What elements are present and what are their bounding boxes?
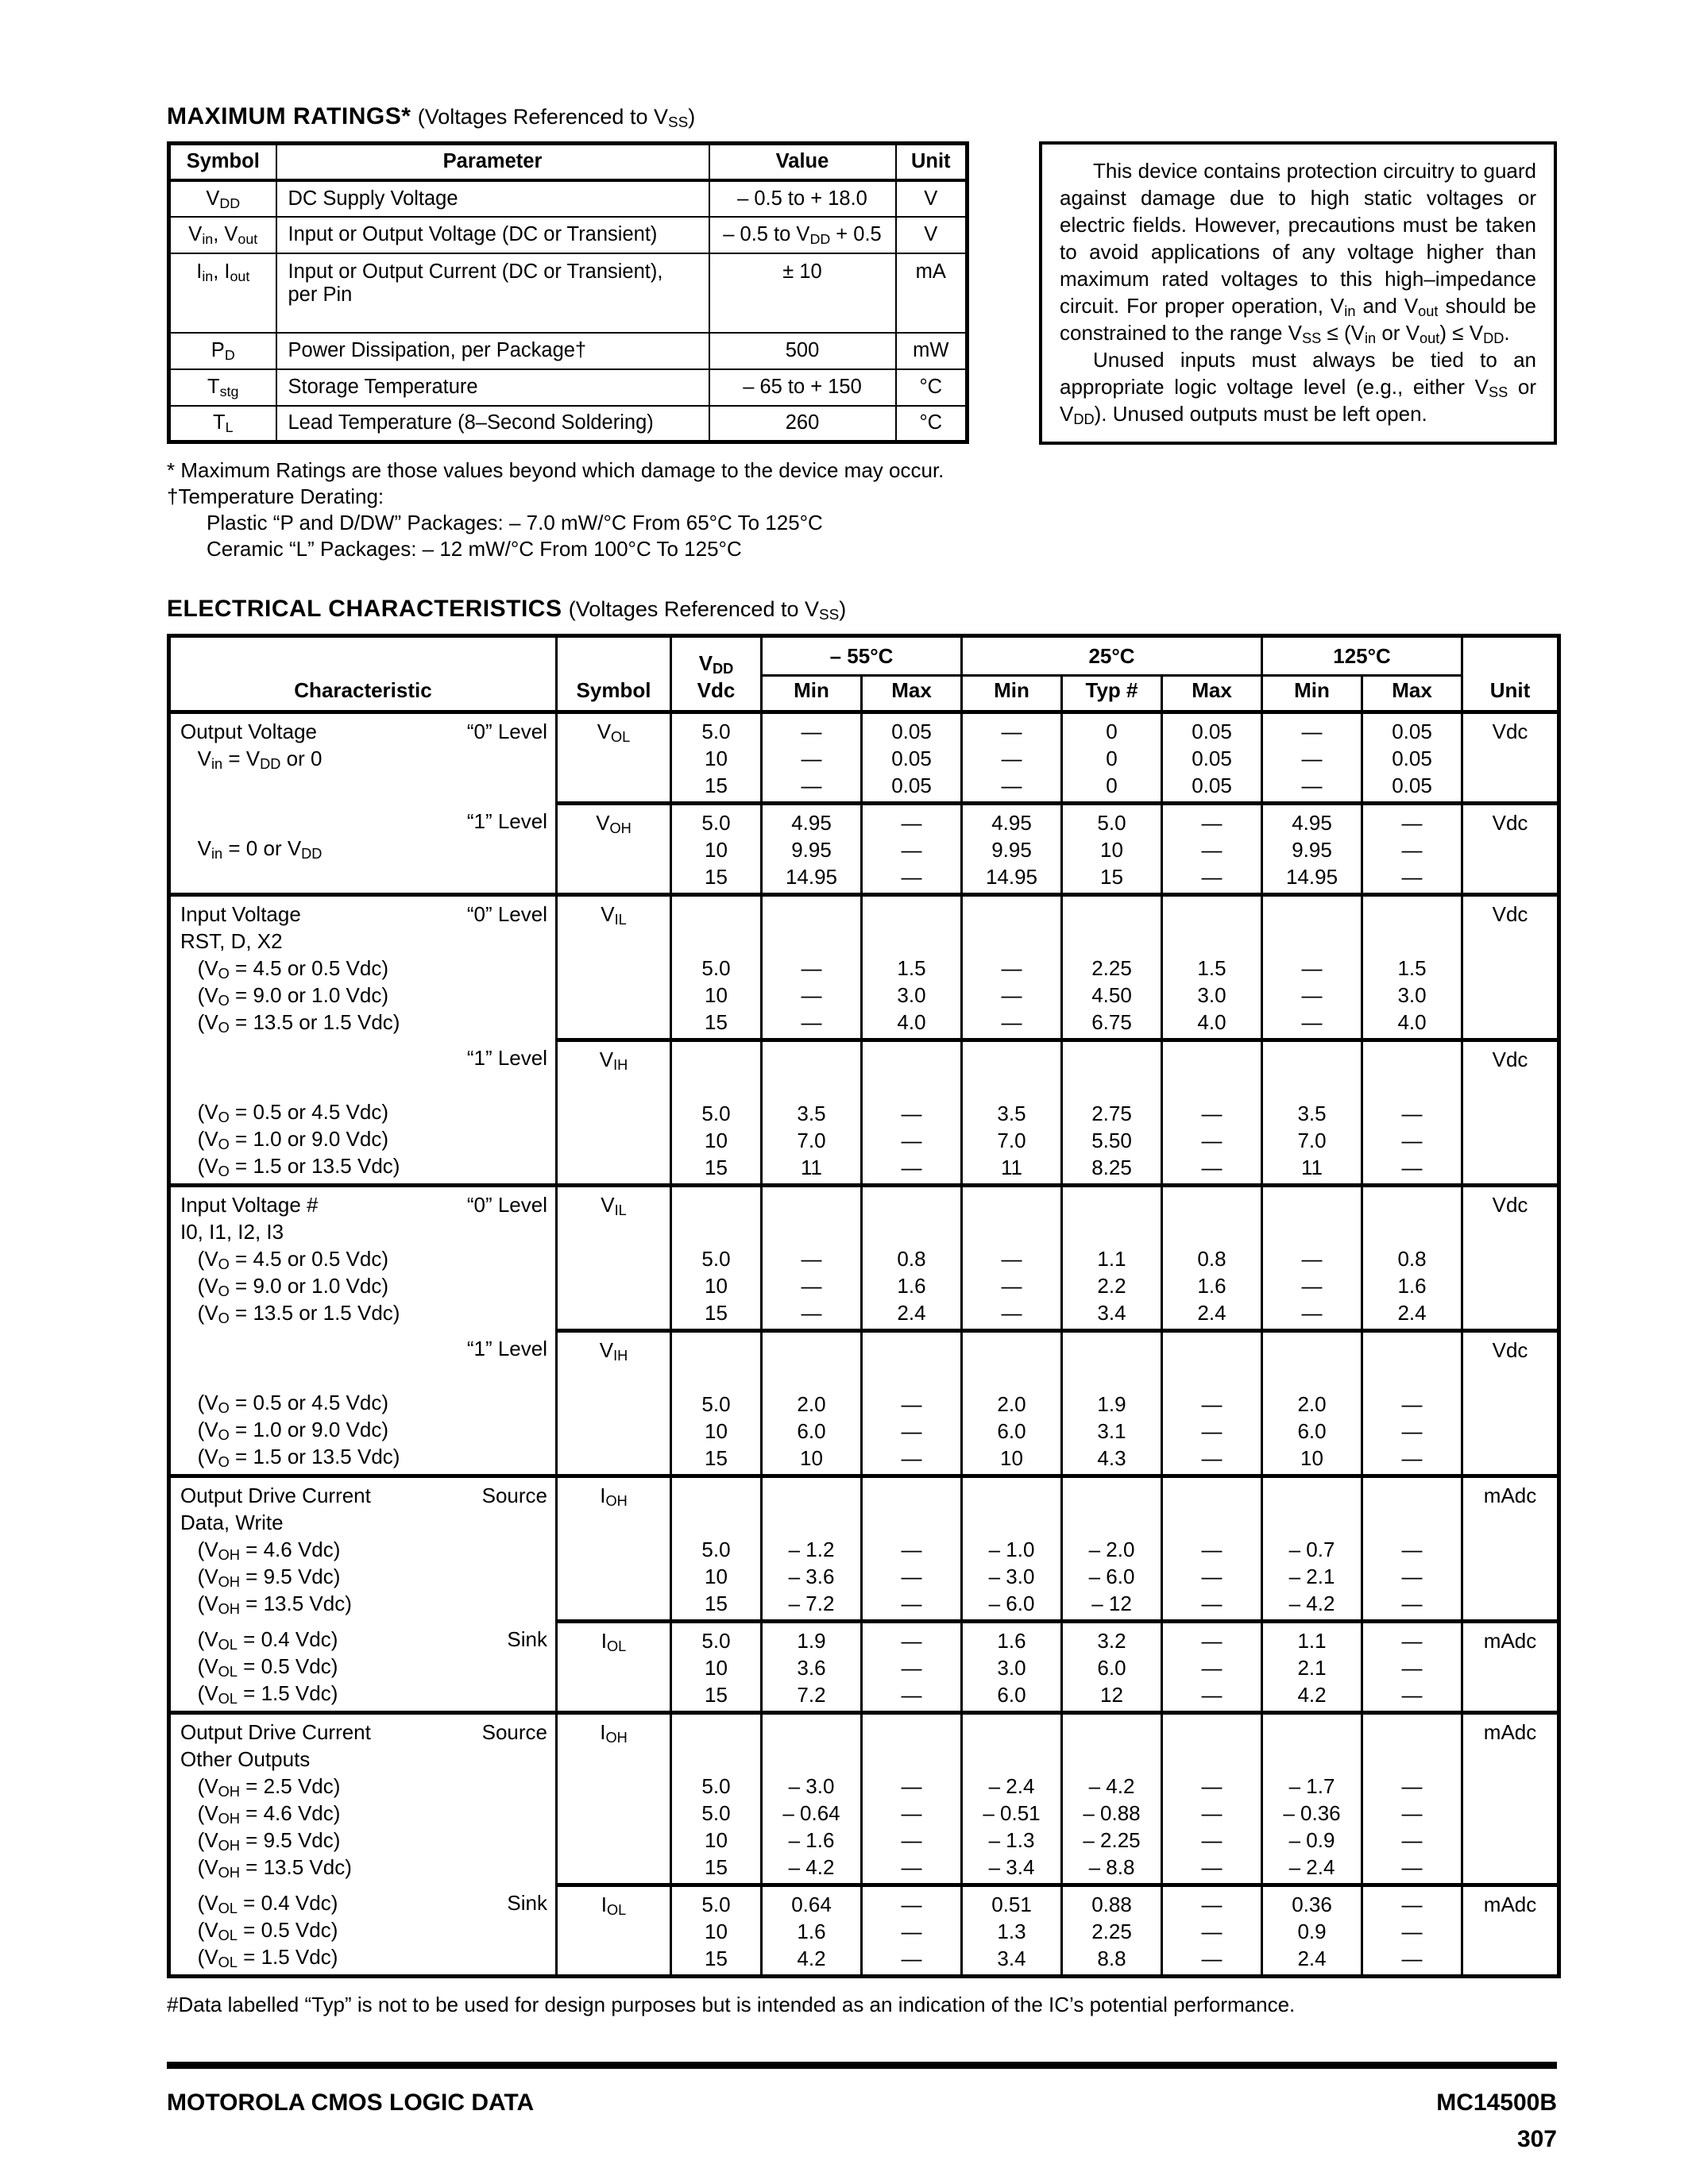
characteristic-left: Output Drive Current (180, 1720, 371, 1744)
ec-row-input-voltage-i-1 (169, 1331, 1559, 1476)
vdd-cell: 5.0 10 15 (671, 804, 762, 895)
unit-cell: Vdc (1462, 1040, 1559, 1186)
vdd-cell: 5.0 10 15 (671, 1885, 762, 1977)
unit-cell: Vdc (1462, 804, 1559, 895)
parameter-cell: Storage Temperature (276, 369, 709, 406)
symbol-cell: $I_{OL}$ (557, 1885, 671, 1977)
characteristic-body: RST, D, X2 ($V_O = 4.5$ or 0.5 Vdc) ($V_O = 9.0$ or 1.0 Vdc) ($V_O = 13.5$ or 1.5 Vdc) (180, 929, 400, 1036)
column-header: Parameter (276, 144, 709, 180)
characteristic-body: ($V_{OL} = 0.5$ Vdc) ($V_{OL} = 1.5$ Vdc) (180, 1917, 338, 1970)
max-125-cell: 0.8 1.6 2.4 (1362, 1186, 1462, 1331)
vdd-cell: 5.0 10 15 (671, 1476, 762, 1622)
vdd-cell: 5.0 10 15 (671, 895, 762, 1040)
max-ratings-title-text: MAXIMUM RATINGS* (167, 103, 411, 129)
characteristic-body: ($V_O = 0.5$ or 4.5 Vdc) ($V_O = 1.0$ or 9.0 Vdc) ($V_O = 1.5$ or 13.5 Vdc) (180, 1099, 400, 1179)
page-footer (167, 2089, 1557, 2116)
value-cell: ± 10 (709, 253, 896, 333)
characteristic-head (180, 1044, 547, 1071)
max-ratings-footnotes (167, 457, 1557, 562)
max-ratings-header-row (169, 144, 968, 180)
characteristic-right: “1” Level (466, 1045, 547, 1070)
unit-cell: mAdc (1462, 1622, 1559, 1713)
column-header-temp: 25°C (962, 636, 1262, 676)
characteristic-right: Sink (507, 1890, 547, 1915)
unit-cell: °C (896, 369, 968, 406)
characteristic-cell (169, 1713, 557, 1885)
footer-rule (167, 2062, 1557, 2069)
vdd-cell: 5.0 10 15 (671, 712, 762, 804)
characteristic-cell (169, 1622, 557, 1713)
footnote-line: †Temperature Derating: (167, 484, 384, 508)
min-25-cell: – 1.0 – 3.0 – 6.0 (962, 1476, 1062, 1622)
min-55-cell: — — — (762, 1186, 862, 1331)
min-125-cell: 4.95 9.95 14.95 (1262, 804, 1362, 895)
min-125-cell: — — — (1262, 1186, 1362, 1331)
characteristic-head (180, 1191, 547, 1218)
parameter-cell: Input or Output Voltage (DC or Transient) (276, 217, 709, 253)
characteristic-cell (169, 1331, 557, 1476)
characteristic-right: “0” Level (466, 1193, 547, 1217)
typ-footnote: #Data labelled “Typ” is not to be used for design purposes but is intended as an indication of the IC’s potential performance. (167, 1993, 1296, 2016)
min-125-cell: – 1.7 – 0.36 – 0.9 – 2.4 (1262, 1713, 1362, 1885)
max-ratings-title (167, 103, 1557, 130)
min-125-cell: 0.36 0.9 2.4 (1262, 1885, 1362, 1977)
min-25-cell: 0.51 1.3 3.4 (962, 1885, 1062, 1977)
min-55-cell: 4.95 9.95 14.95 (762, 804, 862, 895)
column-header: Symbol (169, 144, 276, 180)
characteristic-head (180, 808, 547, 835)
typ-25-cell: 0 0 0 (1062, 712, 1162, 804)
characteristic-head (180, 1335, 547, 1362)
table-row (169, 217, 968, 253)
min-55-cell: 0.64 1.6 4.2 (762, 1885, 862, 1977)
max-55-cell: 1.5 3.0 4.0 (862, 895, 962, 1040)
symbol-cell: $V_{OH}$ (557, 804, 671, 895)
symbol-cell: $V_{IL}$ (557, 895, 671, 1040)
typ-25-cell: – 2.0 – 6.0 – 12 (1062, 1476, 1162, 1622)
value-cell: 500 (709, 333, 896, 369)
ec-title-text: ELECTRICAL CHARACTERISTICS (167, 596, 562, 622)
min-25-cell: 4.95 9.95 14.95 (962, 804, 1062, 895)
ec-row-output-drive-data-sink (169, 1622, 1559, 1713)
min-55-cell: – 3.0 – 0.64 – 1.6 – 4.2 (762, 1713, 862, 1885)
max-125-cell: — — — (1362, 1476, 1462, 1622)
typ-25-cell: 3.2 6.0 12 (1062, 1622, 1162, 1713)
column-header-unit: Unit (1462, 636, 1559, 712)
min-55-cell: — — — (762, 895, 862, 1040)
unit-cell: mAdc (1462, 1885, 1559, 1977)
characteristic-left: Input Voltage (180, 902, 301, 926)
unit-cell: °C (896, 406, 968, 442)
characteristic-body: Other Outputs ($V_{OH} = 2.5$ Vdc) ($V_{OH} = 4.6$ Vdc) ($V_{OH} = 9.5$ Vdc) ($V_{OH} = 13.5$ Vdc) (180, 1747, 352, 1881)
max-25-cell: 0.05 0.05 0.05 (1162, 712, 1262, 804)
column-header: Max (1362, 676, 1462, 712)
vdd-cell: 5.0 10 15 (671, 1331, 762, 1476)
table-row (169, 369, 968, 406)
max-55-cell: — — — (862, 1040, 962, 1186)
max-125-cell: — — — (1362, 1622, 1462, 1713)
characteristic-cell (169, 1885, 557, 1977)
characteristic-cell (169, 712, 557, 804)
footer-part-number: MC14500B (1436, 2089, 1557, 2116)
min-25-cell: — — — (962, 712, 1062, 804)
column-header-characteristic: Characteristic (169, 636, 557, 712)
footnote-line: * Maximum Ratings are those values beyond which damage to the device may occur. (167, 458, 944, 482)
max-125-cell: 1.5 3.0 4.0 (1362, 895, 1462, 1040)
characteristic-cell (169, 1040, 557, 1186)
typ-25-cell: – 4.2 – 0.88 – 2.25 – 8.8 (1062, 1713, 1162, 1885)
parameter-cell: Lead Temperature (8–Second Soldering) (276, 406, 709, 442)
ec-header-row-temps (169, 636, 1559, 676)
min-125-cell: 1.1 2.1 4.2 (1262, 1622, 1362, 1713)
typ-25-cell: 2.25 4.50 6.75 (1062, 895, 1162, 1040)
typ-25-cell: 0.88 2.25 8.8 (1062, 1885, 1162, 1977)
typ-25-cell: 1.9 3.1 4.3 (1062, 1331, 1162, 1476)
characteristic-right: “0” Level (466, 720, 547, 743)
symbol-cell: $V_{DD}$ (169, 180, 276, 217)
max-25-cell: — — — (1162, 1040, 1262, 1186)
symbol-cell: $V_{in}$, $V_{out}$ (169, 217, 276, 253)
characteristic-body: Data, Write ($V_{OH} = 4.6$ Vdc) ($V_{OH} = 9.5$ Vdc) ($V_{OH} = 13.5$ Vdc) (180, 1511, 352, 1617)
characteristic-right: Sink (507, 1626, 547, 1651)
footnote-line: Ceramic “L” Packages: – 12 mW/°C From 100°C To 125°C (207, 537, 742, 561)
column-header: Max (1162, 676, 1262, 712)
column-header: Min (762, 676, 862, 712)
symbol-cell: $I_{in}$, $I_{out}$ (169, 253, 276, 333)
max-25-cell: — — — — (1162, 1713, 1262, 1885)
max-125-cell: — — — (1362, 804, 1462, 895)
symbol-cell: $T_L$ (169, 406, 276, 442)
max-125-cell: — — — (1362, 1040, 1462, 1186)
column-header: Typ # (1062, 676, 1162, 712)
max-25-cell: 1.5 3.0 4.0 (1162, 895, 1262, 1040)
characteristic-body: ($V_{OL} = 0.5$ Vdc) ($V_{OL} = 1.5$ Vdc) (180, 1653, 338, 1707)
max-55-cell: 0.8 1.6 2.4 (862, 1186, 962, 1331)
typ-25-cell: 1.1 2.2 3.4 (1062, 1186, 1162, 1331)
max-125-cell: 0.05 0.05 0.05 (1362, 712, 1462, 804)
characteristic-right: Source (481, 1720, 547, 1744)
min-25-cell: 3.5 7.0 11 (962, 1040, 1062, 1186)
characteristic-left: Output Drive Current (180, 1484, 371, 1507)
max-125-cell: — — — (1362, 1885, 1462, 1977)
ec-row-input-voltage-i-0 (169, 1186, 1559, 1331)
characteristic-body: $V_{in} = 0$ or $V_{DD}$ (180, 835, 323, 862)
min-25-cell: 1.6 3.0 6.0 (962, 1622, 1062, 1713)
ec-row-output-drive-other-source (169, 1713, 1559, 1885)
unit-cell: V (896, 217, 968, 253)
min-55-cell: – 1.2 – 3.6 – 7.2 (762, 1476, 862, 1622)
symbol-cell: $V_{OL}$ (557, 712, 671, 804)
vdd-cell: 5.0 10 15 (671, 1622, 762, 1713)
ec-row-output-drive-data-source (169, 1476, 1559, 1622)
min-55-cell: 1.9 3.6 7.2 (762, 1622, 862, 1713)
vdd-cell: 5.0 5.0 10 15 (671, 1713, 762, 1885)
unit-cell: Vdc (1462, 1186, 1559, 1331)
characteristic-head (180, 1482, 547, 1509)
characteristic-cell (169, 1186, 557, 1331)
max-25-cell: — — — (1162, 1476, 1262, 1622)
column-header: Min (1262, 676, 1362, 712)
max-25-cell: — — — (1162, 1885, 1262, 1977)
unit-cell: Vdc (1462, 712, 1559, 804)
unit-cell: Vdc (1462, 1331, 1559, 1476)
parameter-cell: DC Supply Voltage (276, 180, 709, 217)
electrical-characteristics-title (167, 596, 1557, 623)
characteristic-right: “1” Level (466, 1336, 547, 1360)
max-25-cell: — — — (1162, 1622, 1262, 1713)
typ-25-cell: 5.0 10 15 (1062, 804, 1162, 895)
ec-row-output-drive-other-sink (169, 1885, 1559, 1977)
max-25-cell: 0.8 1.6 2.4 (1162, 1186, 1262, 1331)
top-row (167, 141, 1557, 445)
column-header: Min (962, 676, 1062, 712)
protection-paragraph: This device contains protection circuitry to guard against damage due to high static voltages or electric fields. However, precautions must be taken to avoid applications of any voltage higher than maximum rated voltages to this high–impedance circuit. For proper operation, $V_{in}$ and $V_{out}$ should be constrained to the range $V_{SS} \le (V_{in}$ or $V_{out}) \le V_{DD}$. (1060, 159, 1537, 346)
max-25-cell: — — — (1162, 804, 1262, 895)
max-125-cell: — — — — (1362, 1713, 1462, 1885)
characteristic-body: ($V_O = 0.5$ or 4.5 Vdc) ($V_O = 1.0$ or 9.0 Vdc) ($V_O = 1.5$ or 13.5 Vdc) (180, 1390, 400, 1470)
max-55-cell: 0.05 0.05 0.05 (862, 712, 962, 804)
characteristic-head (180, 718, 547, 745)
unit-cell: mAdc (1462, 1713, 1559, 1885)
footnote-line: Plastic “P and D/DW” Packages: – 7.0 mW/°C From 65°C To 125°C (207, 511, 823, 534)
characteristic-right: “0” Level (466, 902, 547, 926)
protection-note-box (1039, 141, 1557, 445)
unit-cell: mAdc (1462, 1476, 1559, 1622)
characteristic-body: I0, I1, I2, I3 ($V_O = 4.5$ or 0.5 Vdc) ($V_O = 9.0$ or 1.0 Vdc) ($V_O = 13.5$ or 1.5 Vdc) (180, 1220, 400, 1326)
page-number: 307 (1516, 2126, 1557, 2152)
max-ratings-subtitle: (Voltages Referenced to $V_{SS}$) (417, 105, 696, 132)
characteristic-left: ($V_{OL} = 0.4$ Vdc) (180, 1890, 338, 1916)
min-55-cell: 3.5 7.0 11 (762, 1040, 862, 1186)
max-25-cell: — — — (1162, 1331, 1262, 1476)
value-cell: – 0.5 to $V_{DD} + 0.5$ (709, 217, 896, 253)
vdd-cell: 5.0 10 15 (671, 1186, 762, 1331)
characteristic-right: “1” Level (466, 808, 547, 833)
max-125-cell: — — — (1362, 1331, 1462, 1476)
symbol-cell: $V_{IL}$ (557, 1186, 671, 1331)
unit-cell: mA (896, 253, 968, 333)
min-125-cell: – 0.7 – 2.1 – 4.2 (1262, 1476, 1362, 1622)
symbol-cell: $T_{stg}$ (169, 369, 276, 406)
min-125-cell: — — — (1262, 895, 1362, 1040)
column-header-temp: 125°C (1262, 636, 1462, 676)
characteristic-left: Output Voltage (180, 720, 318, 743)
ec-row-input-voltage-rst-1 (169, 1040, 1559, 1186)
min-55-cell: — — — (762, 712, 862, 804)
value-cell: – 0.5 to + 18.0 (709, 180, 896, 217)
characteristic-left: ($V_{OL} = 0.4$ Vdc) (180, 1626, 338, 1653)
characteristic-cell (169, 804, 557, 895)
value-cell: – 65 to + 150 (709, 369, 896, 406)
min-125-cell: 2.0 6.0 10 (1262, 1331, 1362, 1476)
column-header: Max (862, 676, 962, 712)
table-row (169, 253, 968, 333)
column-header-symbol: Symbol (557, 636, 671, 712)
ec-row-input-voltage-rst-0 (169, 895, 1559, 1040)
symbol-cell: $V_{IH}$ (557, 1040, 671, 1186)
characteristic-left: Input Voltage # (180, 1193, 319, 1217)
max-55-cell: — — — (862, 1885, 962, 1977)
characteristic-right: Source (481, 1484, 547, 1507)
symbol-cell: $I_{OH}$ (557, 1476, 671, 1622)
unit-cell: Vdc (1462, 895, 1559, 1040)
characteristic-head (180, 1719, 547, 1746)
protection-paragraph: Unused inputs must always be tied to an appropriate logic voltage level (e.g., either $V_{SS}$ or $V_{DD}$). Unused outputs must be left open. (1060, 348, 1537, 427)
ec-subtitle: (Voltages Referenced to $V_{SS}$) (568, 597, 847, 624)
max-55-cell: — — — (862, 1476, 962, 1622)
min-25-cell: – 2.4 – 0.51 – 1.3 – 3.4 (962, 1713, 1062, 1885)
vdd-cell: 5.0 10 15 (671, 1040, 762, 1186)
characteristic-body: $V_{in} = V_{DD}$ or 0 (180, 747, 323, 772)
footer-book-title: MOTOROLA CMOS LOGIC DATA (167, 2089, 535, 2116)
max-55-cell: — — — (862, 1622, 962, 1713)
ec-row-output-voltage-1 (169, 804, 1559, 895)
column-header: Value (709, 144, 896, 180)
min-125-cell: 3.5 7.0 11 (1262, 1040, 1362, 1186)
value-cell: 260 (709, 406, 896, 442)
table-row (169, 333, 968, 369)
column-header: Unit (896, 144, 968, 180)
characteristic-head (180, 1889, 547, 1916)
max-ratings-table (167, 141, 969, 444)
ec-row-output-voltage-0 (169, 712, 1559, 804)
unit-cell: V (896, 180, 968, 217)
max-55-cell: — — — (862, 804, 962, 895)
parameter-cell: Input or Output Current (DC or Transient), per Pin (276, 253, 709, 333)
characteristic-cell (169, 895, 557, 1040)
characteristic-head (180, 901, 547, 928)
table-row (169, 406, 968, 442)
min-25-cell: 2.0 6.0 10 (962, 1331, 1062, 1476)
max-55-cell: — — — (862, 1331, 962, 1476)
symbol-cell: $I_{OL}$ (557, 1622, 671, 1713)
characteristic-cell (169, 1476, 557, 1622)
column-header-vdd: $V_{DD}$ Vdc (671, 636, 762, 712)
typ-25-cell: 2.75 5.50 8.25 (1062, 1040, 1162, 1186)
symbol-cell: $P_D$ (169, 333, 276, 369)
min-55-cell: 2.0 6.0 10 (762, 1331, 862, 1476)
column-header-temp: – 55°C (762, 636, 962, 676)
unit-cell: mW (896, 333, 968, 369)
symbol-cell: $V_{IH}$ (557, 1331, 671, 1476)
min-125-cell: — — — (1262, 712, 1362, 804)
max-55-cell: — — — — (862, 1713, 962, 1885)
parameter-cell: Power Dissipation, per Package† (276, 333, 709, 369)
table-row (169, 180, 968, 217)
characteristic-head (180, 1626, 547, 1653)
min-25-cell: — — — (962, 1186, 1062, 1331)
electrical-characteristics-table (167, 634, 1561, 1978)
min-25-cell: — — — (962, 895, 1062, 1040)
symbol-cell: $I_{OH}$ (557, 1713, 671, 1885)
